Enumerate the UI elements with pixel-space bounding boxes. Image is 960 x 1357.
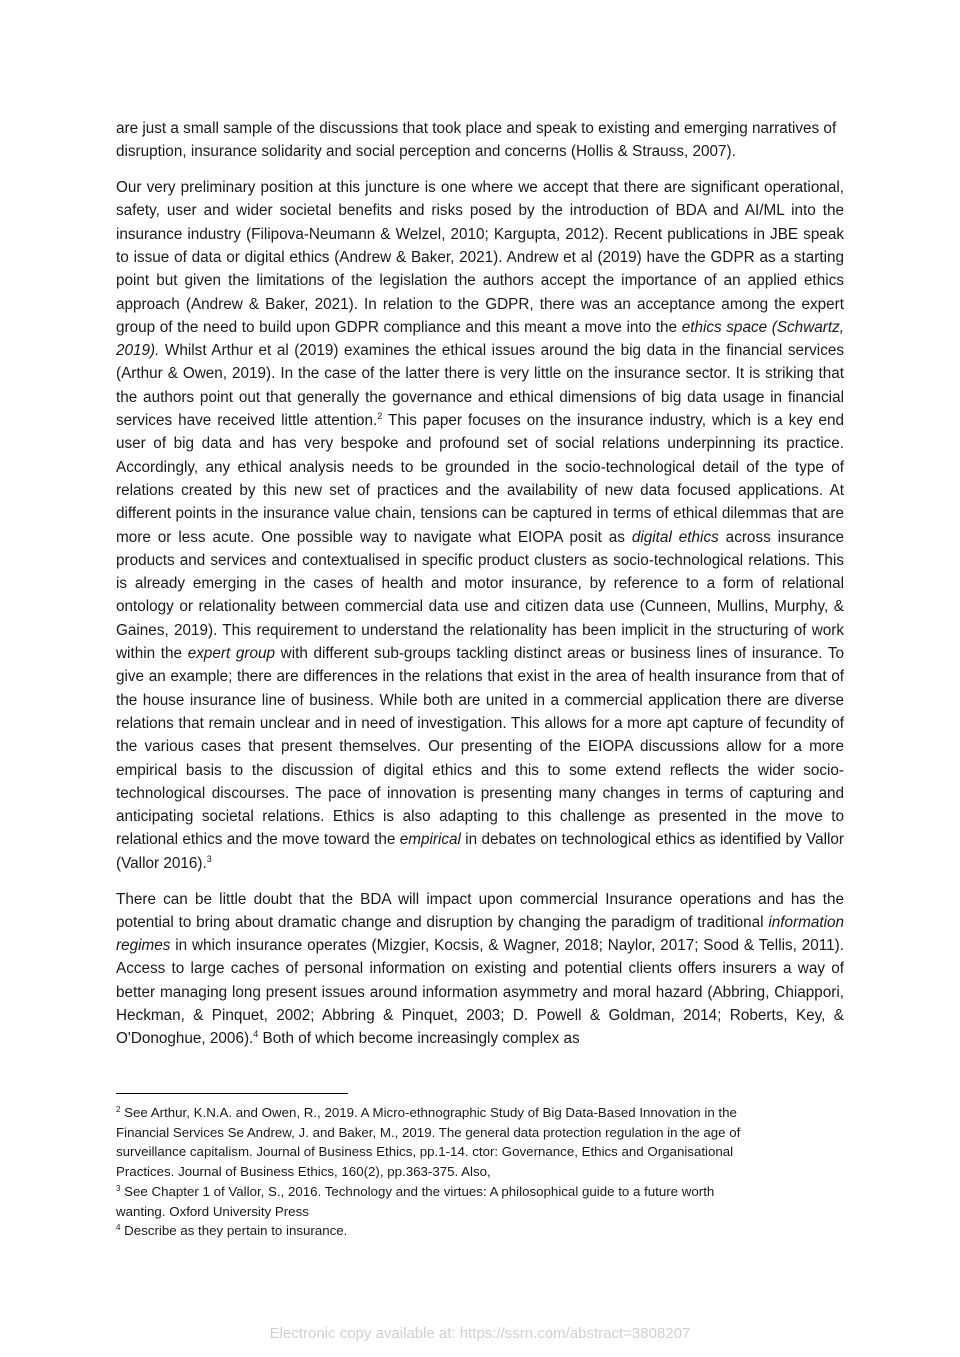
footnote-text: Describe as they pertain to insurance.	[124, 1223, 348, 1239]
body-text	[116, 117, 844, 1063]
footnote-text: See Chapter 1 of Vallor, S., 2016. Technology and the virtues: A philosophical guide to a future worth	[124, 1183, 715, 1199]
footnote-number: 4	[116, 1223, 121, 1233]
body-paragraph	[116, 117, 844, 164]
footnote-reference: 3	[206, 853, 212, 864]
footnote-reference: 4	[253, 1029, 259, 1040]
footnote-number: 3	[116, 1183, 121, 1193]
footnote-line	[116, 1103, 816, 1123]
footnote-line	[116, 1123, 816, 1143]
footnote-line	[116, 1182, 816, 1202]
footnote-line	[116, 1221, 816, 1241]
footnote-line	[116, 1202, 816, 1222]
emphasis-text: ethics space (Schwartz, 2019).	[116, 318, 844, 360]
body-paragraph	[116, 176, 844, 875]
footnotes	[116, 1103, 816, 1241]
footnote-text: See Arthur, K.N.A. and Owen, R., 2019. A Micro-ethnographic Study of Big Data-Based Innovation in the	[124, 1105, 737, 1120]
ssrn-watermark: Electronic copy available at: https://ssrn.com/abstract=3808207	[269, 1325, 691, 1342]
paragraph-text: in which insurance operates (Mizgier, Kocsis, & Wagner, 2018; Naylor, 2017; Sood & Tellis, 2011). Access to large caches of personal information on existing and potential clients offers insurers a way of better managing long present issues around information asymmetry and moral hazard (Abbring, Chiappori, Heckman, & Pinquet, 2002; Abbring & Pinquet, 2003; D. Powell & Goldman, 2014; Roberts, Key, & O'Donoghue, 2006).	[116, 937, 844, 1048]
paragraph-text: in debates on technological ethics as identified by Vallor (Vallor 2016).	[116, 831, 844, 872]
paragraph-text: Both of which become increasingly complex as	[258, 1030, 580, 1048]
footnote-text: Financial Services Se Andrew, J. and Baker, M., 2019. The general data protection regulation in the age of	[116, 1124, 741, 1140]
body-paragraph	[116, 888, 844, 1051]
footnote-reference: 2	[377, 411, 383, 422]
footnote-number: 2	[116, 1105, 121, 1114]
paragraph-text: across insurance products and services and contextualised in specific product clusters as socio-technological relations. This is already emerging in the cases of health and motor insurance, by reference to a form of relational ontology or relationality between commercial data use and citizen data use (Cunneen, Mullins, Murphy, & Gaines, 2019). This requirement to understand the relationality has been implicit in the structuring of work within the	[116, 528, 844, 663]
footnote-divider	[116, 1093, 348, 1094]
footnote-line	[116, 1162, 816, 1182]
paragraph-text: Our very preliminary position at this juncture is one where we accept that there are significant operational, safety, user and wider societal benefits and risks posed by the introduction of BDA and AI/ML into the insurance industry (Filipova-Neumann & Welzel, 2010; Kargupta, 2012). Recent publications in JBE speak to issue of data or digital ethics (Andrew & Baker, 2021). Andrew et al (2019) have the GDPR as a starting point but given the limitations of the legislation the authors accept the importance of an applied ethics approach (Andrew & Baker, 2021). In relation to the GDPR, there was an acceptance among the expert group of the need to build upon GDPR compliance and this meant a move into the	[116, 179, 844, 336]
emphasis-text: digital ethics	[631, 528, 719, 546]
emphasis-text: empirical	[399, 831, 461, 849]
footnote-text: wanting. Oxford University Press	[116, 1203, 309, 1219]
emphasis-text: expert group	[187, 645, 275, 663]
paragraph-text: with different sub-groups tackling distinct areas or business lines of insurance. To give an example; there are differences in the relations that exist in the area of health insurance from that of the house insurance line of business. While both are united in a commercial application there are diverse relations that remain unclear and in need of investigation. This allows for a more apt capture of fecundity of the various cases that present themselves. Our presenting of the EIOPA discussions allow for a more empirical basis to the discussion of digital ethics and this to some extend reflects the wider socio-technological discourses. The pace of innovation is presenting many changes in terms of capturing and anticipating societal relations. Ethics is also adapting to this challenge as presented in the move to relational ethics and the move toward the	[116, 645, 845, 849]
paragraph-text: are just a small sample of the discussions that took place and speak to existing and emerging narratives of disruption, insurance solidarity and social perception and concerns (Hollis & Strauss, 2007).	[116, 120, 837, 161]
footnote-text: surveillance capitalism. Journal of Business Ethics, pp.1-14. ctor: Governance, Ethics and Organisational	[116, 1144, 734, 1160]
emphasis-text: information regimes	[116, 913, 844, 955]
paragraph-text: Whilst Arthur et al (2019) examines the ethical issues around the big data in the financial services (Arthur & Owen, 2019). In the case of the latter there is very little on the insurance sector. It is striking that the authors point out that generally the governance and ethical dimensions of big data usage in financial services have received little attention.	[116, 342, 844, 430]
footnote-line	[116, 1142, 816, 1162]
footnote-text: Practices. Journal of Business Ethics, 160(2), pp.363-375. Also,	[116, 1164, 491, 1180]
paragraph-text: There can be little doubt that the BDA will impact upon commercial Insurance operations and has the potential to bring about dramatic change and disruption by changing the paradigm of traditional	[116, 890, 844, 931]
paragraph-text: This paper focuses on the insurance industry, which is a key end user of big data and has very bespoke and profound set of social relations underpinning its practice. Accordingly, any ethical analysis needs to be grounded in the socio-technological detail of the type of relations created by this new set of practices and the availability of new data focused applications. At different points in the insurance value chain, tensions can be captured in terms of ethical dilemmas that are more or less acute. One possible way to navigate what EIOPA posit as	[116, 412, 844, 546]
